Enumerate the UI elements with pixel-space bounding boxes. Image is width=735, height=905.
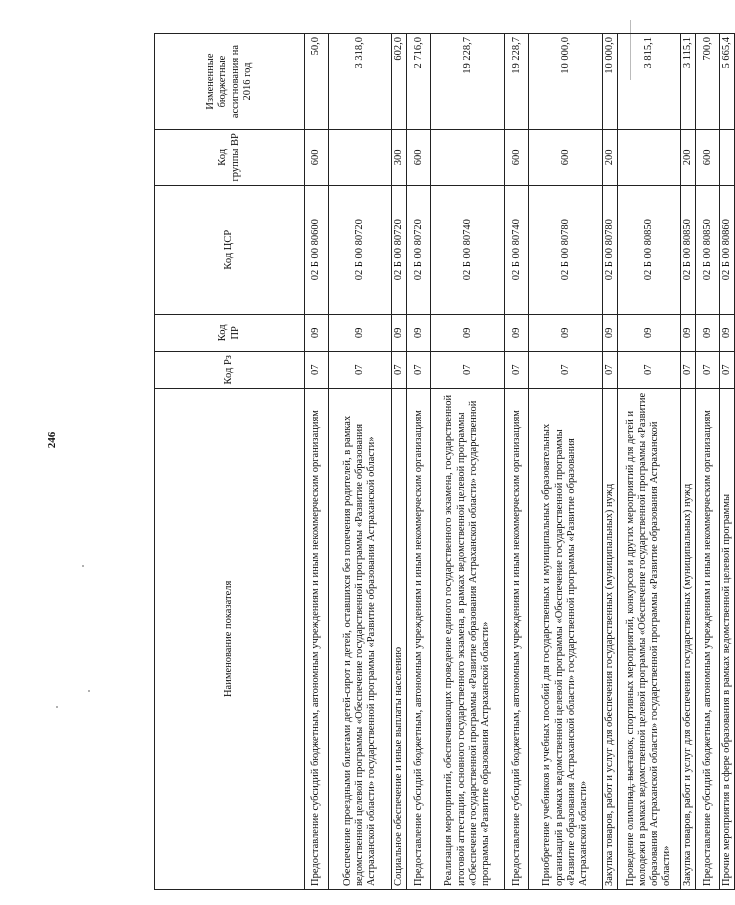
- row-name: Закупка товаров, работ и услуг для обеспечения государственных (муниципальных) нужд: [681, 388, 696, 889]
- row-name: Реализация мероприятий, обеспечивающих проведение единого государственного экзамена, государственной итоговой аттестации, основного государственного экзамена, в рамках ведомственной целевой программы «Обеспечение государственной программы «Развитие образования Астраханской области» государственной программы «Развитие образования Астраханской области»: [431, 388, 505, 889]
- row-amount: 50,0: [305, 34, 329, 130]
- column-header-rz: Код Рз: [155, 351, 305, 388]
- row-vr: [329, 130, 392, 185]
- row-vr: [720, 130, 735, 185]
- column-header-amount: Измененные бюджетные ассигнования на 2016 год: [155, 34, 305, 130]
- table-row: [392, 34, 407, 890]
- row-rz: 07: [529, 351, 603, 388]
- row-vr: 600: [407, 130, 431, 185]
- row-pr: 09: [392, 314, 407, 351]
- row-rz: 07: [431, 351, 505, 388]
- table-row: [529, 34, 603, 890]
- table-row: [329, 34, 392, 890]
- row-csr: 02 Б 00 80720: [407, 185, 431, 314]
- row-vr: 600: [696, 130, 720, 185]
- row-amount: 700,0: [696, 34, 720, 130]
- row-rz: 07: [505, 351, 529, 388]
- row-rz: 07: [681, 351, 696, 388]
- row-rz: 07: [392, 351, 407, 388]
- row-csr: 02 Б 00 80850: [618, 185, 681, 314]
- row-name: Проведение олимпиад, выставок, спортивных мероприятий, конкурсов и других мероприятий для детей и молодежи в рамках ведомственной целевой программы «Обеспечение государственной программы «Развитие образования Астраханской области» государственной программы «Развитие образования Астраханской области»: [618, 388, 681, 889]
- row-name: Закупка товаров, работ и услуг для обеспечения государственных (муниципальных) нужд: [603, 388, 618, 889]
- row-vr: 600: [305, 130, 329, 185]
- row-pr: 09: [618, 314, 681, 351]
- row-name: Предоставление субсидий бюджетным, автономным учреждениям и иным некоммерческим организациям: [696, 388, 720, 889]
- table-row: [305, 34, 329, 890]
- row-csr: 02 Б 00 80780: [529, 185, 603, 314]
- row-pr: 09: [305, 314, 329, 351]
- row-vr: 200: [681, 130, 696, 185]
- row-amount: 3 815,1: [618, 34, 681, 130]
- row-name: Социальное обеспечение и иные выплаты населению: [392, 388, 407, 889]
- page-number: 246: [46, 431, 58, 449]
- column-header-pr: Код ПР: [155, 314, 305, 351]
- row-vr: 300: [392, 130, 407, 185]
- row-amount: 3 318,0: [329, 34, 392, 130]
- row-csr: 02 Б 00 80600: [305, 185, 329, 314]
- row-csr: 02 Б 00 80850: [696, 185, 720, 314]
- row-amount: 602,0: [392, 34, 407, 130]
- table-row: [720, 34, 735, 890]
- row-rz: 07: [618, 351, 681, 388]
- rotated-table-container: [154, 33, 733, 890]
- row-csr: 02 Б 00 80740: [431, 185, 505, 314]
- row-name: Предоставление субсидий бюджетным, автономным учреждениям и иным некоммерческим организациям: [305, 388, 329, 889]
- row-vr: [618, 130, 681, 185]
- row-vr: 600: [505, 130, 529, 185]
- table-row: [696, 34, 720, 890]
- row-amount: 19 228,7: [431, 34, 505, 130]
- budget-table: [154, 33, 735, 890]
- row-amount: 19 228,7: [505, 34, 529, 130]
- row-csr: 02 Б 00 80860: [720, 185, 735, 314]
- row-name: Предоставление субсидий бюджетным, автономным учреждениям и иным некоммерческим организациям: [407, 388, 431, 889]
- row-rz: 07: [720, 351, 735, 388]
- column-header-csr: Код ЦСР: [155, 185, 305, 314]
- table-row: [603, 34, 618, 890]
- scan-dot: [82, 565, 84, 567]
- table-row: [505, 34, 529, 890]
- row-name: Предоставление субсидий бюджетным, автономным учреждениям и иным некоммерческим организациям: [505, 388, 529, 889]
- row-rz: 07: [603, 351, 618, 388]
- row-rz: 07: [329, 351, 392, 388]
- row-csr: 02 Б 00 80740: [505, 185, 529, 314]
- row-csr: 02 Б 00 80850: [681, 185, 696, 314]
- row-pr: 09: [407, 314, 431, 351]
- row-pr: 09: [431, 314, 505, 351]
- row-rz: 07: [305, 351, 329, 388]
- table-row: [681, 34, 696, 890]
- table-row: [431, 34, 505, 890]
- table-row: [618, 34, 681, 890]
- row-csr: 02 Б 00 80720: [329, 185, 392, 314]
- row-pr: 09: [720, 314, 735, 351]
- row-amount: 3 115,1: [681, 34, 696, 130]
- scan-dot: [56, 706, 58, 708]
- table-header-row: [155, 34, 305, 890]
- row-vr: 200: [603, 130, 618, 185]
- row-name: Прочие мероприятия в сфере образования в рамках ведомственной целевой программы: [720, 388, 735, 889]
- row-amount: 10 000,0: [529, 34, 603, 130]
- row-pr: 09: [603, 314, 618, 351]
- row-name: Приобретение учебников и учебных пособий для государственных и муниципальных образовательных организаций в рамках ведомственной целевой программы «Обеспечение государственной программы «Развитие образования Астраханской области» государственной программы «Развитие образования Астраханской области»: [529, 388, 603, 889]
- row-rz: 07: [696, 351, 720, 388]
- row-csr: 02 Б 00 80780: [603, 185, 618, 314]
- row-csr: 02 Б 00 80720: [392, 185, 407, 314]
- row-rz: 07: [407, 351, 431, 388]
- column-header-name: Наименование показателя: [155, 388, 305, 889]
- row-pr: 09: [505, 314, 529, 351]
- row-amount: 5 665,4: [720, 34, 735, 130]
- row-pr: 09: [329, 314, 392, 351]
- row-vr: [431, 130, 505, 185]
- scan-dot: [88, 690, 90, 692]
- row-name: Обеспечение проездными билетами детей-сирот и детей, оставшихся без попечения родителей, в рамках ведомственной целевой программы «Обеспечение государственной программы «Развитие образования Астраханской области» государственной программы «Развитие образования Астраханской области»: [329, 388, 392, 889]
- row-pr: 09: [529, 314, 603, 351]
- row-pr: 09: [696, 314, 720, 351]
- row-amount: 2 716,0: [407, 34, 431, 130]
- table-row: [407, 34, 431, 890]
- row-pr: 09: [681, 314, 696, 351]
- row-amount: 10 000,0: [603, 34, 618, 130]
- column-header-vr: Код группы ВР: [155, 130, 305, 185]
- row-vr: 600: [529, 130, 603, 185]
